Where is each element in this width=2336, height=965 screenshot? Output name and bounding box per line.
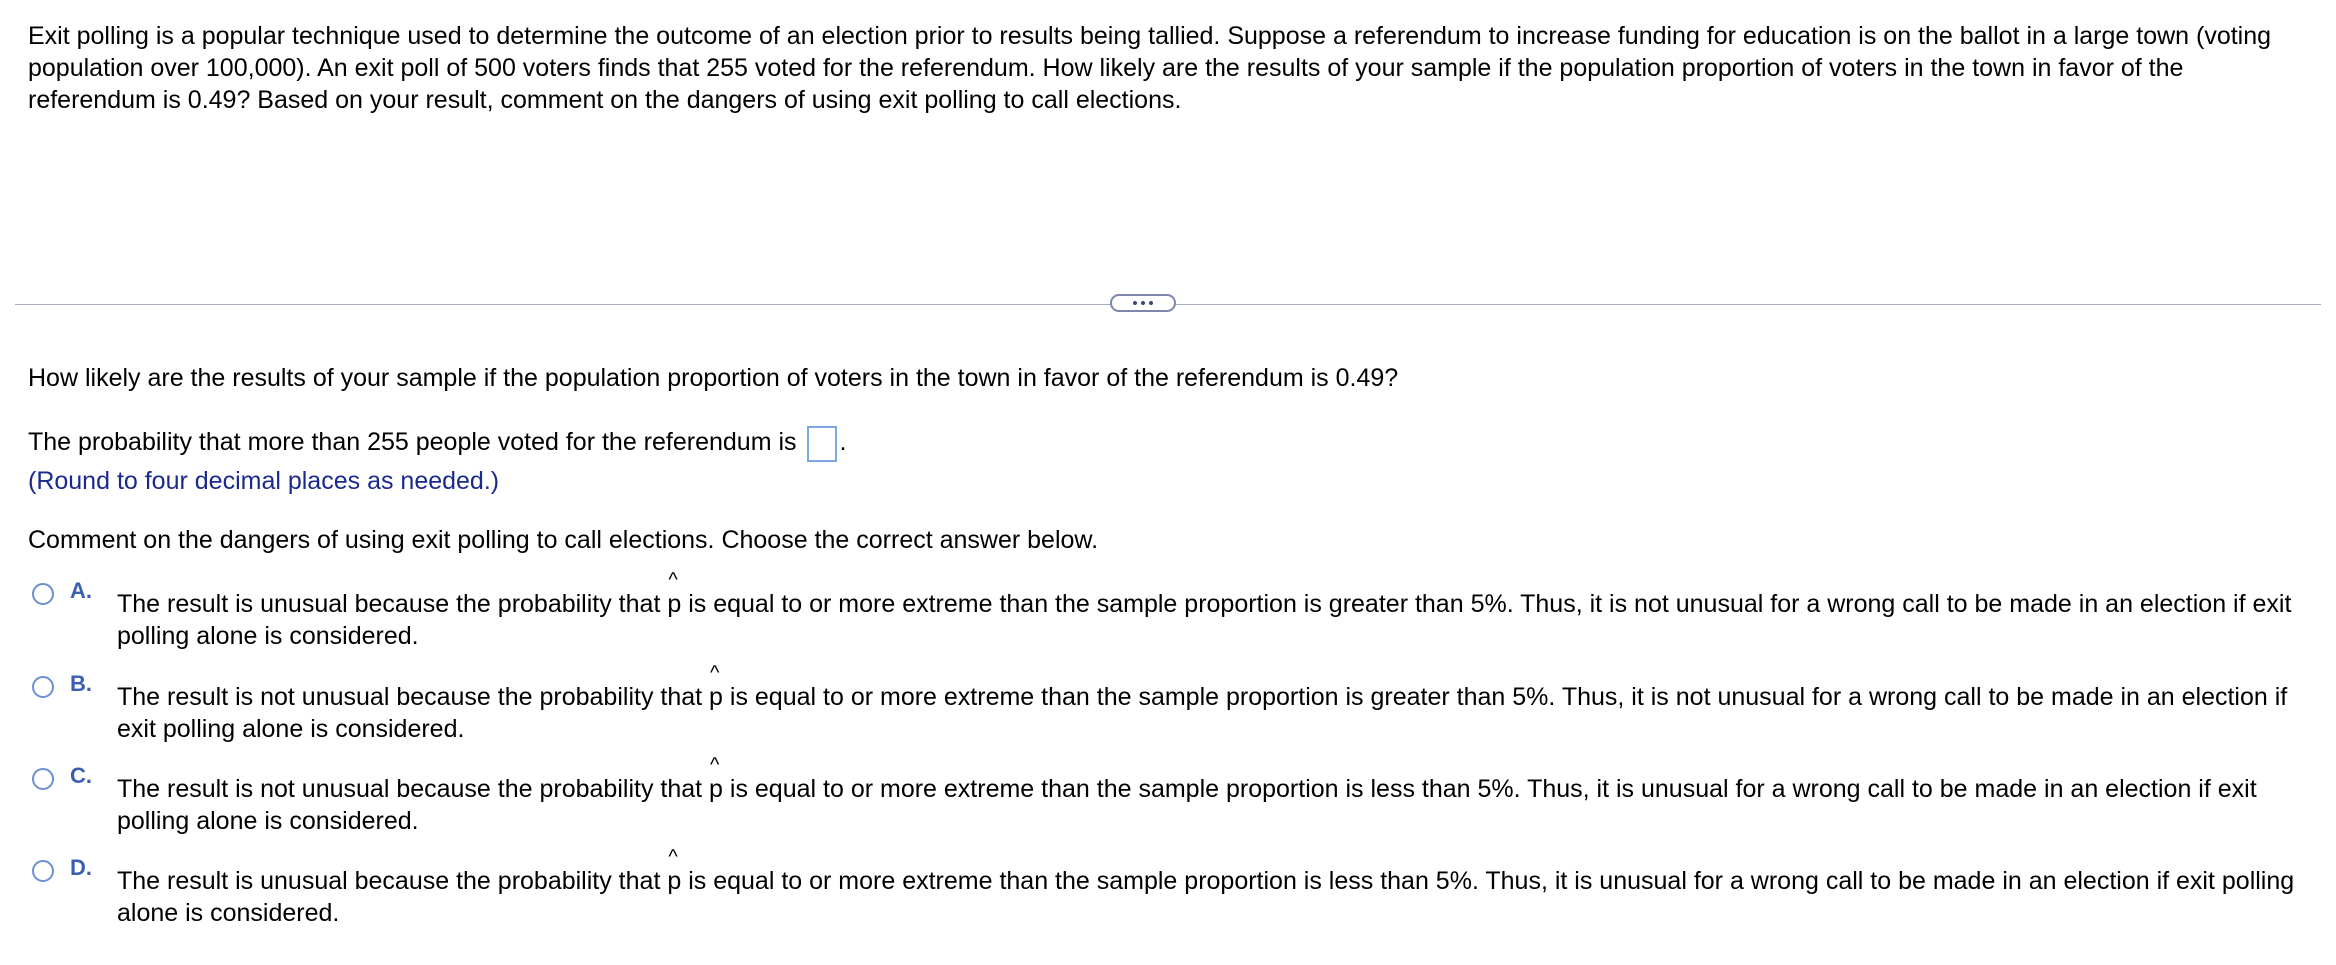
choice-letter-a: A. [70, 578, 92, 603]
ellipsis-icon [1133, 301, 1137, 305]
ellipsis-icon [1141, 301, 1145, 305]
choice-text-c [117, 773, 2312, 837]
choice-text-before: The result is unusual because the probability that [117, 867, 661, 895]
probability-answer-line [28, 426, 846, 458]
choice-text-after: is equal to or more extreme than the sample proportion is greater than 5%. Thus, it is not unusual for a wrong call to be made in an election if exit polling alone is considered. [117, 590, 2292, 650]
problem-statement: Exit polling is a popular technique used to determine the outcome of an election prior to results being tallied. Suppose a referendum to increase funding for education is on the ballot in a large town (voting population over 100,000). An exit poll of 500 voters finds that 255 voted for the referendum. How likely are the results of your sample if the population proportion of voters in the town in favor of the referendum is 0.49? Based on your result, comment on the dangers of using exit polling to call elections. [28, 22, 2272, 114]
choice-letter-c: C. [70, 763, 92, 788]
part1-question: How likely are the results of your sample if the population proportion of voters in the town in favor of the referendum is 0.49? [28, 364, 1399, 392]
choice-text-before: The result is not unusual because the probability that [117, 775, 703, 803]
choice-letter-d: D. [70, 855, 92, 880]
answer-suffix: . [839, 428, 847, 456]
radio-button-d[interactable] [32, 860, 54, 882]
p-hat-symbol: ^ p [667, 588, 681, 620]
radio-button-c[interactable] [32, 768, 54, 790]
expand-more-button[interactable] [1110, 294, 1176, 312]
p-hat-symbol: ^ p [709, 773, 723, 805]
radio-button-b[interactable] [32, 676, 54, 698]
choice-letter-b: B. [70, 671, 92, 696]
choice-text-after: is equal to or more extreme than the sample proportion is less than 5%. Thus, it is unusual for a wrong call to be made in an election if exit polling alone is considered. [117, 867, 2295, 927]
p-hat-symbol: ^ p [667, 865, 681, 897]
choice-text-after: is equal to or more extreme than the sample proportion is less than 5%. Thus, it is unusual for a wrong call to be made in an election if exit polling alone is considered. [117, 775, 2257, 835]
p-hat-symbol: ^ p [709, 681, 723, 713]
part2-instruction: Comment on the dangers of using exit polling to call elections. Choose the correct answer below. [28, 526, 1099, 554]
probability-answer-input[interactable] [807, 426, 837, 462]
ellipsis-icon [1149, 301, 1153, 305]
choice-text-a [117, 588, 2312, 652]
rounding-hint: (Round to four decimal places as needed.) [28, 467, 500, 495]
choice-text-b [117, 681, 2312, 745]
choice-text-d [117, 865, 2312, 929]
choice-text-before: The result is not unusual because the probability that [117, 683, 703, 711]
radio-button-a[interactable] [32, 583, 54, 605]
answer-prefix: The probability that more than 255 people voted for the referendum is [28, 428, 797, 456]
choice-text-before: The result is unusual because the probability that [117, 590, 661, 618]
choice-text-after: is equal to or more extreme than the sample proportion is greater than 5%. Thus, it is not unusual for a wrong call to be made in an election if exit polling alone is considered. [117, 683, 2288, 743]
